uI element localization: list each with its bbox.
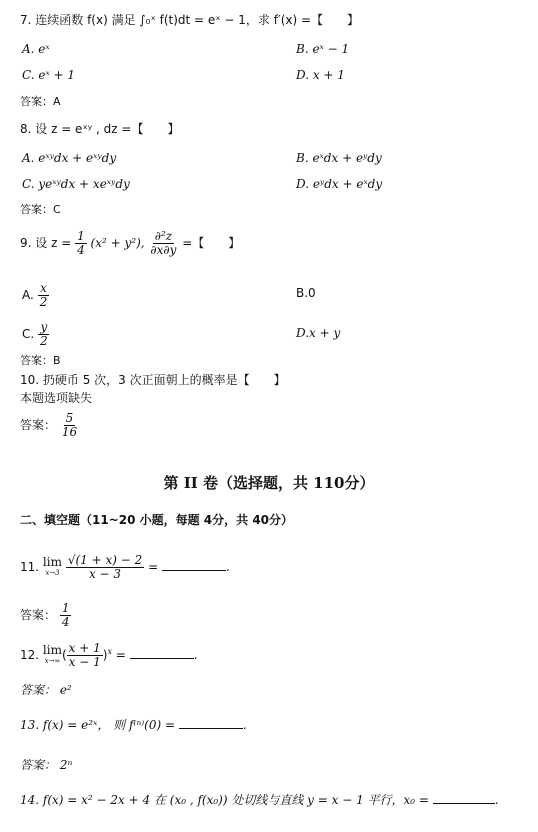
question-8-answer: 答案：C (20, 203, 61, 216)
question-9-stem (20, 228, 240, 258)
option-fraction (38, 282, 50, 309)
question-9-option-c (22, 319, 50, 349)
exponent: x (107, 647, 112, 656)
question-9-stem-prefix: 9. 设 z = (20, 236, 72, 250)
question-7-option-d: D. x + 1 (296, 68, 345, 82)
answer-blank (179, 716, 243, 729)
fraction-denominator: x − 1 (68, 655, 101, 669)
fraction-denominator: ∂x∂y (150, 243, 177, 257)
answer-fraction (60, 412, 79, 439)
fraction-numerator: y (40, 320, 48, 334)
section-title: 第 II 卷（选择题，共 110分） (163, 474, 375, 492)
question-10-answer (20, 410, 79, 440)
fraction-numerator: 1 (77, 229, 85, 243)
limit-label: lim (42, 642, 62, 657)
limit-operator (42, 642, 62, 667)
question-10-stem: 10. 扔硬币 5 次，3 次正面朝上的概率是【 】 (20, 373, 286, 387)
question-number: 11. (20, 560, 40, 574)
question-7-option-a: A. eˣ (22, 42, 50, 56)
question-8-option-d: D. eʸdx + eˣdy (296, 177, 383, 191)
question-7-answer: 答案：A (20, 95, 61, 108)
fraction-numerator: 1 (61, 601, 70, 615)
answer-blank (162, 558, 226, 571)
limit-fraction (66, 554, 144, 581)
question-14-stem: 14. f(x) = x² − 2x + 4 在 (x₀ , f(x₀)) 处切线与直线 y = x − 1 平行，x₀ = . (20, 793, 499, 807)
answer-label: 答案： (20, 418, 57, 432)
answer-blank (433, 791, 495, 804)
question-9-partial-derivative (148, 230, 178, 257)
fraction-numerator: 5 (65, 411, 74, 425)
fraction-denominator: 4 (61, 615, 70, 629)
question-7-option-b: B. eˣ − 1 (296, 42, 350, 56)
question-9-answer: 答案：B (20, 354, 61, 367)
question-9-option-b: B.0 (296, 286, 316, 300)
question-9-stem-fraction (75, 230, 87, 257)
answer-label: 答案： (20, 608, 57, 622)
option-fraction (38, 321, 50, 348)
limit-fraction (67, 642, 103, 669)
question-11-stem: 11. lim x→3 $\frac{√(1 + x) - 2}{x - 3}$ = . (20, 553, 230, 581)
question-8-option-c: C. yeˣʸdx + xeˣʸdy (22, 177, 130, 191)
fraction-denominator: x − 3 (88, 567, 122, 581)
question-12-stem: 12. lim x→∞ ( $\frac{x + 1}{x - 1}$ )$^x$ = . (20, 641, 198, 669)
limit-subscript: x→∞ (44, 656, 61, 665)
question-13-text: 13. f(x) = e²ˣ， 则 f⁽ⁿ⁾(0) = (20, 718, 176, 732)
question-10-note: 本题选项缺失 (20, 391, 93, 405)
option-label: C. (22, 327, 35, 341)
fraction-numerator: √(1 + x) − 2 (67, 553, 143, 567)
question-7-option-c: C. eˣ + 1 (22, 68, 76, 82)
equals-sign: = (148, 560, 159, 574)
question-number: 12. (20, 648, 40, 662)
answer-blank (130, 646, 194, 659)
question-9-stem-suffix: =【 】 (182, 236, 241, 250)
fraction-numerator: x (40, 281, 47, 295)
fraction-numerator: ∂²z (154, 229, 173, 243)
fraction-denominator: 2 (39, 295, 48, 309)
question-14-text: 14. f(x) = x² − 2x + 4 在 (x₀ , f(x₀)) 处切线与直线 y = x − 1 平行，x₀ = (20, 793, 429, 807)
question-8-option-b: B. eˣdx + eʸdy (296, 151, 382, 165)
fraction-denominator: 4 (77, 243, 85, 257)
limit-label: lim (42, 554, 62, 569)
question-11-answer (20, 600, 71, 630)
question-12-answer: 答案： e² (20, 683, 72, 697)
fraction-denominator: 16 (61, 425, 78, 439)
question-9-option-a (22, 280, 49, 310)
question-8-stem: 8. 设 z = eˣʸ , dz =【 】 (20, 122, 180, 136)
question-7-stem: 7. 连续函数 f(x) 满足 ∫₀ˣ f(t)dt = eˣ − 1，求 f′(x) =【 】 (20, 13, 360, 27)
equals-sign: = (115, 648, 126, 662)
question-9-option-d: D.x + y (296, 326, 341, 340)
question-13-answer: 答案： 2ⁿ (20, 758, 73, 772)
limit-subscript: x→3 (45, 568, 60, 577)
fraction-numerator: x + 1 (68, 641, 101, 655)
question-8-option-a: A. eˣʸdx + eˣʸdy (22, 151, 117, 165)
fraction-denominator: 2 (40, 334, 48, 348)
option-label: A. (22, 288, 34, 302)
section-subtitle: 二、填空题（11~20 小题，每题 4分，共 40分） (20, 513, 294, 527)
limit-operator (42, 554, 62, 579)
question-9-stem-mid: (x² + y²), (90, 236, 145, 250)
question-13-stem: 13. f(x) = e²ˣ， 则 f⁽ⁿ⁾(0) = . (20, 718, 247, 732)
answer-fraction (60, 602, 72, 629)
